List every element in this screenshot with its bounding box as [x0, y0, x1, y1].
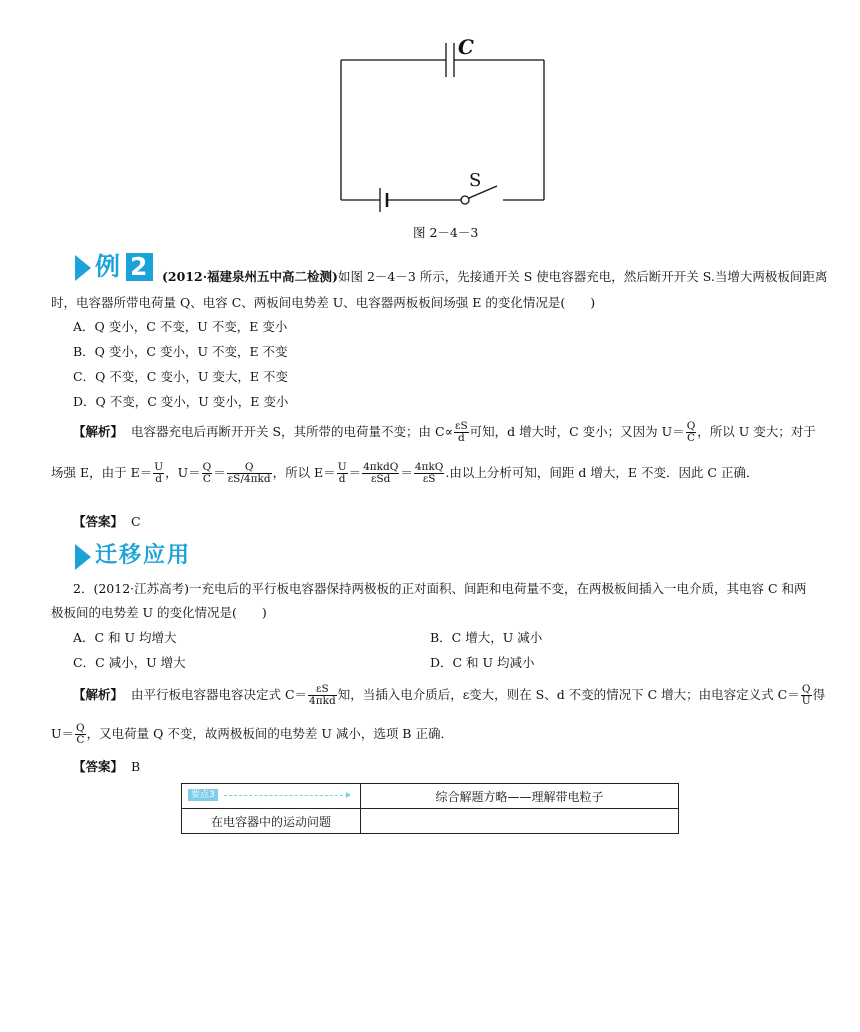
arrow-icon [75, 255, 91, 281]
practice-analysis-line1: 【解析】 由平行板电容器电容决定式 C＝ $\frac{\varepsilon S}{\text{4πkd}}$ 知，当插入电介质后，ε变大，则在 S、d 不变的情况下 C 增大；由电容定义式 C＝ $\frac{Q}{U}$ 得 [73, 683, 826, 707]
strategy-title: 综合解题方略——理解带电粒子 [361, 784, 679, 809]
practice-analysis-line2: U＝ $\frac{Q}{C}$ ，又电荷量 Q 不变，故两极板间的电势差 U 减小，选项 B 正确． [51, 722, 453, 746]
figure-caption: 图 2－4－3 [413, 225, 479, 240]
strategy-tag: 要点3 [188, 788, 354, 802]
example-option-b: B．Q 变小，C 变小，U 不变，E 不变 [73, 344, 288, 359]
practice-option-b: B．C 增大，U 减小 [430, 630, 543, 645]
example-question-line2: 时，电容器所带电荷量 Q、电容 C、两板间电势差 U、电容器两板板间场强 E 的变化情况是( ) [51, 295, 596, 310]
example-analysis-line2: 场强 E，由于 E＝ $\frac{U}{d}$ ，U＝ $\frac{Q}{C}$ ＝ $\frac{Q}{\text{εS/4πkd}}$ ，所以 E＝ $\frac{U}{d}$ ＝ $\frac{\text{4πkdQ}}{\text{εSd}}$ ＝ $\frac{\text{4πkQ}}{\varepsilon S}$ .由以上分析可知，间距 d 增大，E 不变．因此 C 正确． [51, 461, 759, 485]
practice-banner [75, 541, 245, 571]
practice-question-line1: 2．(2012·江苏高考)一充电后的平行板电容器保持两极板的正对面积、间距和电荷量不变，在两极板间插入一电介质，其电容 C 和两 [73, 581, 807, 596]
example-analysis-label: 【解析】 [73, 424, 124, 439]
example-analysis-line1: 【解析】 电容器充电后再断开开关 S，其所带的电荷量不变；由 C∝ $\frac{\varepsilon S}{d}$ 可知，d 增大时，C 变小；又因为 U＝ $\frac{Q}{C}$ ，所以 U 变大；对于 [73, 420, 816, 444]
arrow-right-icon [346, 792, 351, 798]
switch-label: S [469, 170, 482, 191]
example-option-c: C．Q 不变，C 变小，U 变大，E 不变 [73, 369, 288, 384]
practice-option-a: A．C 和 U 均增大 [73, 630, 177, 645]
strategy-tag-cell [182, 784, 361, 809]
example-source: (2012·福建泉州五中高二检测) [162, 269, 338, 284]
example-option-d: D．Q 不变，C 变小，U 变小，E 变小 [73, 394, 289, 409]
strategy-empty-cell [361, 809, 679, 834]
practice-answer: 【答案】 B [73, 759, 141, 774]
example-banner-label: 例 [95, 252, 123, 281]
strategy-table [181, 783, 679, 834]
arrow-icon [75, 544, 91, 570]
example-question-line1: (2012·福建泉州五中高二检测)如图 2－4－3 所示，先接通开关 S 使电容器充电，然后断开开关 S.当增大两极板间距离 [162, 269, 828, 284]
circuit-diagram [330, 30, 560, 215]
practice-banner-label: 迁移应用 [95, 543, 192, 568]
example-banner-number: 2 [126, 253, 153, 281]
example-answer: 【答案】 C [73, 514, 141, 529]
capacitor-label: C [458, 35, 474, 59]
strategy-row2: 在电容器中的运动问题 [182, 809, 361, 834]
example-banner [75, 252, 165, 282]
practice-option-d: D．C 和 U 均减小 [430, 655, 535, 670]
practice-option-c: C．C 减小，U 增大 [73, 655, 186, 670]
practice-question-line2: 极板间的电势差 U 的变化情况是( ) [51, 605, 267, 620]
example-option-a: A．Q 变小，C 不变，U 不变，E 变小 [73, 319, 288, 334]
